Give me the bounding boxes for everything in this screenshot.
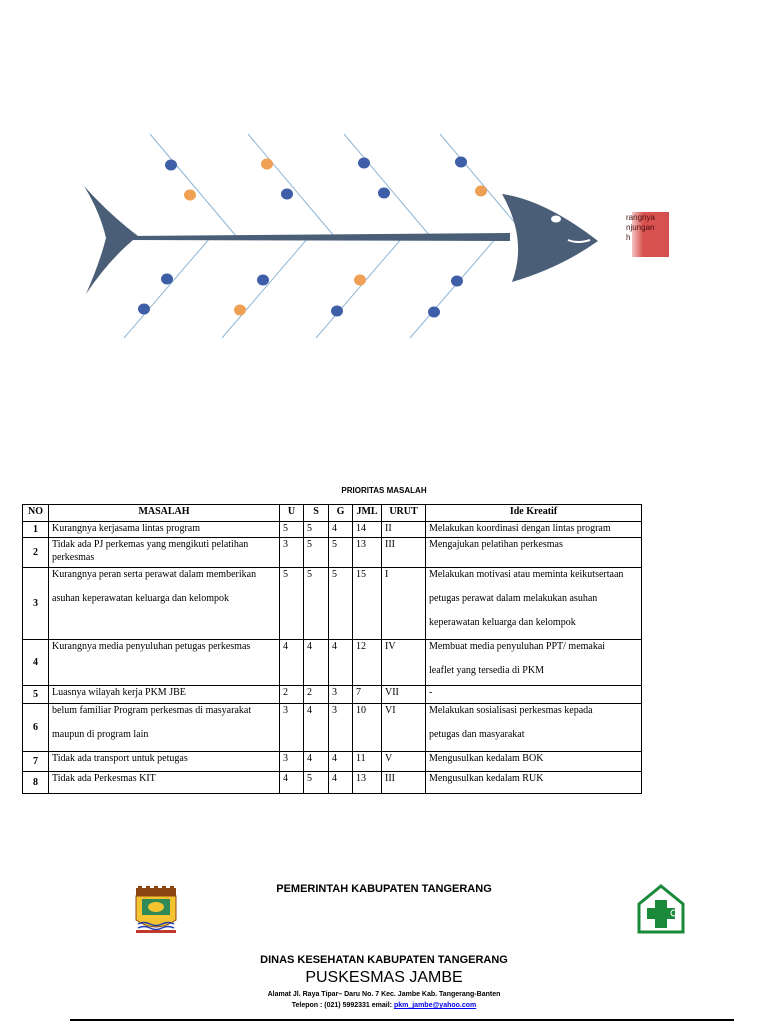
- cell-g: 3: [329, 704, 353, 752]
- cell-urut: I: [382, 568, 426, 640]
- table-row: [23, 640, 642, 686]
- header-masalah: MASALAH: [49, 505, 280, 522]
- cell-no: 7: [23, 752, 49, 772]
- cell-ide-kreatif: [426, 568, 642, 640]
- cell-ide-kreatif-line: Melakukan koordinasi dengan lintas program: [429, 523, 611, 534]
- cell-u: 2: [280, 686, 304, 704]
- cell-s: 5: [304, 538, 329, 568]
- cell-no: 3: [23, 568, 49, 640]
- table-row: [23, 538, 642, 568]
- cell-no: 8: [23, 772, 49, 794]
- cell-urut: III: [382, 772, 426, 794]
- cell-u: 4: [280, 640, 304, 686]
- fishbone-rib: [222, 238, 308, 338]
- cell-s: 5: [304, 772, 329, 794]
- cell-ide-kreatif-line: Mengusulkan kedalam RUK: [429, 773, 544, 784]
- cell-urut: III: [382, 538, 426, 568]
- cause-dot: [331, 306, 343, 317]
- cell-jml: 15: [353, 568, 382, 640]
- letterhead-address: Alamat Jl. Raya Tipar– Daru No. 7 Kec. Jambe Kab. Tangerang-Banten: [267, 991, 501, 998]
- cell-masalah-line: Luasnya wilayah kerja PKM JBE: [52, 687, 186, 698]
- fishbone-rib: [316, 238, 402, 338]
- cell-urut: II: [382, 522, 426, 538]
- letterhead-government: PEMERINTAH KABUPATEN TANGERANG: [276, 883, 492, 895]
- cell-u: 3: [280, 752, 304, 772]
- cell-ide-kreatif: [426, 522, 642, 538]
- fish-head-label-line: rangnya: [626, 213, 655, 222]
- fish-tail: [84, 186, 138, 294]
- header-jml: JML: [353, 505, 382, 522]
- table-title: PRIORITAS MASALAH: [341, 486, 427, 495]
- letterhead-rule: [70, 1019, 734, 1021]
- cause-dot: [378, 188, 390, 199]
- cause-dot: [281, 189, 293, 200]
- header-s: S: [304, 505, 329, 522]
- fishbone-rib: [248, 134, 334, 236]
- fish-head-label-box: [626, 212, 669, 257]
- table-row: [23, 752, 642, 772]
- cell-no: 2: [23, 538, 49, 568]
- letterhead-department: DINAS KESEHATAN KABUPATEN TANGERANG: [260, 954, 508, 966]
- cell-u: 5: [280, 522, 304, 538]
- cell-ide-kreatif-line: petugas perawat dalam melakukan asuhan: [429, 593, 598, 604]
- cause-dot: [234, 305, 246, 316]
- cell-ide-kreatif-line: -: [429, 687, 433, 698]
- cause-dot: [261, 159, 273, 170]
- cell-jml: 14: [353, 522, 382, 538]
- cell-u: 3: [280, 704, 304, 752]
- cell-ide-kreatif-line: leaflet yang tersedia di PKM: [429, 665, 544, 676]
- cell-masalah: [49, 640, 280, 686]
- cell-s: 4: [304, 704, 329, 752]
- cell-masalah: [49, 522, 280, 538]
- cell-no: 1: [23, 522, 49, 538]
- letterhead-puskesmas-name: PUSKESMAS JAMBE: [305, 969, 463, 986]
- table-row: [23, 772, 642, 794]
- cell-g: 4: [329, 522, 353, 538]
- cell-masalah: [49, 704, 280, 752]
- fish-eye: [551, 216, 561, 223]
- fishbone-rib: [150, 134, 236, 236]
- cell-masalah-line: Kurangnya peran serta perawat dalam memberikan: [52, 569, 257, 580]
- cell-urut: V: [382, 752, 426, 772]
- fish-spine: [120, 233, 510, 241]
- cell-masalah-line: maupun di program lain: [52, 729, 149, 740]
- cause-dot: [358, 158, 370, 169]
- cell-urut: VII: [382, 686, 426, 704]
- cause-dot: [138, 304, 150, 315]
- cell-u: 4: [280, 772, 304, 794]
- header-g: G: [329, 505, 353, 522]
- cell-ide-kreatif: [426, 686, 642, 704]
- table-body: [23, 522, 642, 794]
- cell-masalah-line: perkesmas: [52, 552, 95, 563]
- fishbone-rib: [410, 238, 496, 338]
- cell-ide-kreatif-line: Melakukan sosialisasi perkesmas kepada: [429, 705, 593, 716]
- cell-jml: 12: [353, 640, 382, 686]
- header-u: U: [280, 505, 304, 522]
- cause-dot: [451, 276, 463, 287]
- cell-s: 5: [304, 522, 329, 538]
- cell-ide-kreatif-line: petugas dan masyarakat: [429, 729, 525, 740]
- letterhead-contact: [0, 1002, 768, 1009]
- cell-jml: 7: [353, 686, 382, 704]
- fishbone-rib: [344, 134, 430, 236]
- cell-ide-kreatif: [426, 538, 642, 568]
- cell-s: 4: [304, 640, 329, 686]
- cell-masalah: [49, 772, 280, 794]
- table-row: [23, 568, 642, 640]
- cause-dot: [184, 190, 196, 201]
- cell-u: 5: [280, 568, 304, 640]
- cell-ide-kreatif-line: keperawatan keluarga dan kelompok: [429, 617, 576, 628]
- cell-g: 5: [329, 538, 353, 568]
- cause-dot: [354, 275, 366, 286]
- cause-dot: [475, 186, 487, 197]
- cell-no: 6: [23, 704, 49, 752]
- cell-masalah: [49, 568, 280, 640]
- cause-dot: [428, 307, 440, 318]
- cell-masalah-line: Tidak ada transport untuk petugas: [52, 753, 188, 764]
- cell-masalah: [49, 538, 280, 568]
- cell-s: 5: [304, 568, 329, 640]
- cell-no: 4: [23, 640, 49, 686]
- header-no: NO: [23, 505, 49, 522]
- cell-masalah-line: Kurangnya kerjasama lintas program: [52, 523, 201, 534]
- cell-ide-kreatif: [426, 640, 642, 686]
- cell-masalah-line: Kurangnya media penyuluhan petugas perkesmas: [52, 641, 251, 652]
- cell-g: 4: [329, 752, 353, 772]
- header-urut: URUT: [382, 505, 426, 522]
- cell-jml: 13: [353, 538, 382, 568]
- cell-masalah-line: asuhan keperawatan keluarga dan kelompok: [52, 593, 229, 604]
- cell-s: 4: [304, 752, 329, 772]
- cell-ide-kreatif: [426, 772, 642, 794]
- cell-ide-kreatif-line: Melakukan motivasi atau meminta keikutsertaan: [429, 569, 624, 580]
- cell-u: 3: [280, 538, 304, 568]
- cell-g: 5: [329, 568, 353, 640]
- cell-ide-kreatif: [426, 752, 642, 772]
- cause-dot: [455, 157, 467, 168]
- cell-urut: IV: [382, 640, 426, 686]
- email-link[interactable]: pkm_jambe@yahoo.com: [393, 1002, 477, 1009]
- fish-head-label-line: njungan: [626, 223, 655, 232]
- phone-text: Telepon : (021) 5992331 email:: [291, 1002, 394, 1009]
- cell-jml: 13: [353, 772, 382, 794]
- priority-table: [22, 504, 642, 794]
- cause-dot: [165, 160, 177, 171]
- table-row: [23, 704, 642, 752]
- cell-s: 2: [304, 686, 329, 704]
- table-row: [23, 686, 642, 704]
- cell-ide-kreatif: [426, 704, 642, 752]
- table-row: [23, 522, 642, 538]
- cell-masalah-line: Tidak ada Perkesmas KIT: [52, 773, 156, 784]
- cell-g: 4: [329, 772, 353, 794]
- table-header-row: [23, 505, 642, 522]
- cause-dot: [257, 275, 269, 286]
- fish-head-label-line: h: [626, 233, 631, 242]
- cell-masalah: [49, 752, 280, 772]
- cause-dot: [161, 274, 173, 285]
- cell-no: 5: [23, 686, 49, 704]
- cell-jml: 10: [353, 704, 382, 752]
- cell-masalah: [49, 686, 280, 704]
- cell-masalah-line: Tidak ada PJ perkemas yang mengikuti pelatihan: [52, 539, 249, 550]
- cell-ide-kreatif-line: Mengusulkan kedalam BOK: [429, 753, 544, 764]
- fish-head: [502, 194, 598, 282]
- cell-urut: VI: [382, 704, 426, 752]
- cell-ide-kreatif-line: Mengajukan pelatihan perkesmas: [429, 539, 563, 550]
- cell-masalah-line: belum familiar Program perkesmas di masyarakat: [52, 705, 252, 716]
- header-ide-kreatif: Ide Kreatif: [426, 505, 642, 522]
- fishbone-rib: [440, 134, 526, 236]
- cell-g: 3: [329, 686, 353, 704]
- cell-g: 4: [329, 640, 353, 686]
- cell-ide-kreatif-line: Membuat media penyuluhan PPT/ memakai: [429, 641, 606, 652]
- cell-jml: 11: [353, 752, 382, 772]
- fishbone-rib: [124, 238, 210, 338]
